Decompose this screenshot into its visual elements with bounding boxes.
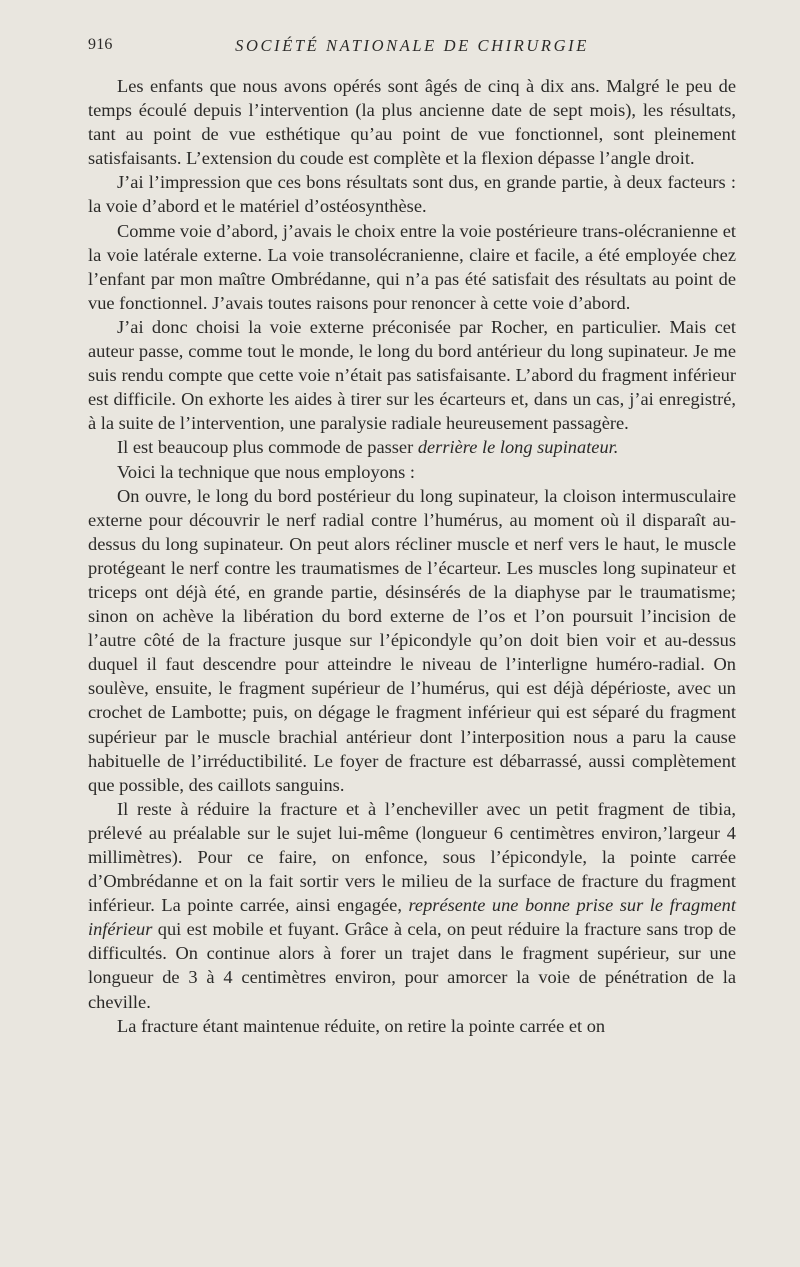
paragraph-8-emphasis: représente une bonne prise sur le fragment inférieur [88,895,736,940]
paragraph-9: La fracture étant maintenue réduite, on retire la pointe carrée et on [117,1015,606,1036]
paragraph-5-emphasis: derrière le long supinateur. [417,437,619,458]
paragraph-5 [88,435,736,459]
page-number: 916 [88,36,113,53]
running-head: SOCIÉTÉ NATIONALE DE CHIRURGIE [235,36,589,55]
paragraph-8 [88,797,736,1014]
paragraph-8-after: qui est mobile et fuyant. Grâce à cela, on peut réduire la fracture sans trop de difficultés. On continue alors à forer un trajet dans le fragment supérieur, sur une longueur de 3 à 4 centimètres environ, pour amorcer la voie de pénétration de la cheville. [88,919,736,1012]
paragraph-1: Les enfants que nous avons opérés sont âgés de cinq à dix ans. Malgré le peu de temps écoulé depuis l’intervention (la plus ancienne date de sept mois), les résultats, tant au point de vue esthétique qu’au point de vue fonctionnel, sont pleinement satisfaisants. L’extension du coude est complète et la flexion dépasse l’angle droit. [88,76,736,169]
page-header [88,36,736,62]
paragraph-8-text: Il reste à réduire la fracture et à l’encheviller avec un petit fragment de tibia, prélevé au préalable sur le sujet lui-même (longueur 6 centimètres environ,’largeur 4 millimètres). Pour ce faire, on enfonce, sous l’épicondyle, la pointe carrée d’Ombrédanne et on la fait sortir vers le milieu de la surface de fracture du fragment inférieur. La pointe carrée, ainsi engagée, [88,798,736,916]
paragraph-2: J’ai l’impression que ces bons résultats sont dus, en grande partie, à deux facteurs : la voie d’abord et le matériel d’ostéosynthèse. [88,172,736,217]
paragraph-7: On ouvre, le long du bord postérieur du long supinateur, la cloison intermusculaire externe pour découvrir le nerf radial contre l’humérus, au moment où il disparaît au-dessus du long supinateur. On peut alors récliner muscle et nerf vers le haut, le muscle protégeant le nerf contre les traumatismes de l’écarteur. Les muscles long supinateur et triceps ont déjà été, en grande partie, désinsérés de la diaphyse par le traumatisme; sinon on achève la libération du bord externe de l’os et l’on poursuit l’incision de l’autre côté de la fracture jusque sur l’épicondyle qu’on doit bien voir et au-dessus duquel il faut descendre pour atteindre le niveau de l’interligne huméro-radial. On soulève, ensuite, le fragment supérieur de l’humérus, qui est déjà dépérioste, avec un crochet de Lambotte; puis, on dégage le fragment inférieur qui est séparé du fragment supérieur par le muscle brachial antérieur dont l’interposition nous a paru la cause habituelle de l’irréductibilité. Le foyer de fracture est débarrassé, aussi complètement que possible, des caillots sanguins. [88,485,736,795]
paragraph-6: Voici la technique que nous employons : [117,461,415,482]
paragraph-4: J’ai donc choisi la voie externe préconisée par Rocher, en particulier. Mais cet auteur passe, comme tout le monde, le long du bord antérieur du long supinateur. Je me suis rendu compte que cette voie n’était pas satisfaisante. L’abord du fragment inférieur est difficile. On exhorte les aides à tirer sur les écarteurs et, dans un cas, j’ai enregistré, à la suite de l’intervention, une paralysie radiale heureusement passagère. [88,316,736,434]
paragraph-5-text: Il est beaucoup plus commode de passer [117,437,418,458]
paragraph-3: Comme voie d’abord, j’avais le choix entre la voie postérieure trans-olécranienne et la voie latérale externe. La voie transolécranienne, claire et facile, a été employée chez l’enfant par mon maître Ombrédanne, qui n’a pas été satisfait des résultats au point de vue fonctionnel. J’avais toutes raisons pour renoncer à cette voie d’abord. [88,220,736,313]
body-text [88,74,736,1038]
